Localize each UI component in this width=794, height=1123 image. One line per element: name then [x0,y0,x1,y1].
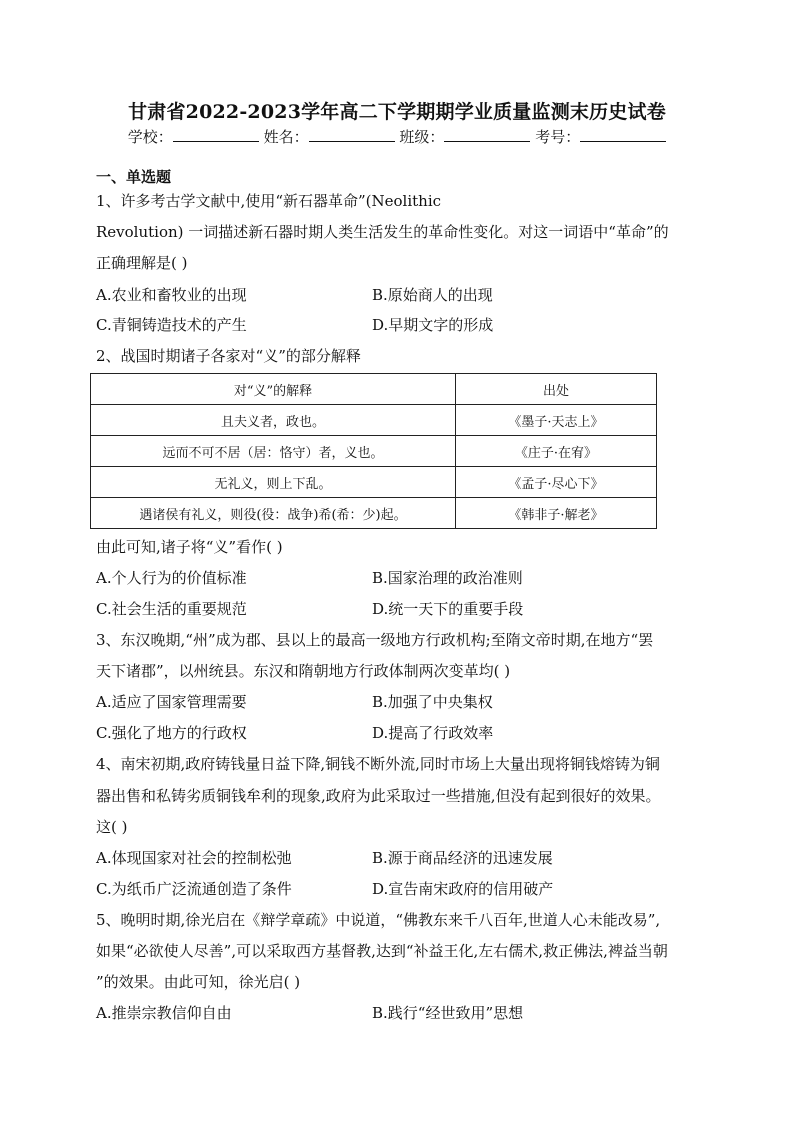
table-header-definition: 对“义”的解释 [91,374,456,405]
q2-option-a[interactable]: A.个人行为的价值标准 [96,569,247,587]
table-row [91,498,657,529]
school-label: 学校： [127,128,173,146]
q1-stem-line2: Revolution) 一词描述新石器时期人类生活发生的革命性变化。对这一词语中“革命”的 [96,223,669,241]
q4-stem-line1: 4、南宋初期,政府铸钱量日益下降,铜钱不断外流,同时市场上大量出现将铜钱熔铸为铜 [96,755,660,773]
q2-option-d[interactable]: D.统一天下的重要手段 [372,600,524,618]
class-label: 班级： [399,128,445,146]
exam-number-label: 考号： [535,128,581,146]
q3-option-d[interactable]: D.提高了行政效率 [372,724,494,742]
table-row [91,405,657,436]
q1-option-d[interactable]: D.早期文字的形成 [372,316,494,334]
name-label: 姓名： [263,128,309,146]
table-row [91,467,657,498]
table-row [91,436,657,467]
table-header-row [91,374,657,405]
q2-stem-line2: 由此可知,诸子将“义”看作( ) [96,538,283,556]
table-cell: 且夫义者，政也。 [91,405,456,436]
q3-option-a[interactable]: A.适应了国家管理需要 [96,693,247,711]
q2-option-b[interactable]: B.国家治理的政治准则 [372,569,523,587]
q3-stem-line1: 3、东汉晚期,“州”成为郡、县以上的最高一级地方行政机构;至隋文帝时期,在地方“罢 [96,631,654,649]
q5-stem-line2: 如果“必欲使人尽善”,可以采取西方基督教,达到“补益王化,左右儒术,救正佛法,裨益当朝 [96,942,668,960]
q4-option-d[interactable]: D.宣告南宋政府的信用破产 [372,880,554,898]
q4-option-a[interactable]: A.体现国家对社会的控制松弛 [96,849,292,867]
section-heading: 一、单选题 [96,168,172,186]
table-cell: 《孟子·尽心下》 [456,467,657,498]
class-blank[interactable] [444,127,530,142]
q1-option-c[interactable]: C.青铜铸造技术的产生 [96,316,247,334]
q4-stem-line3: 这( ) [96,818,128,836]
q5-stem-line1: 5、晚明时期,徐光启在《辩学章疏》中说道，“佛教东来千八百年,世道人心未能改易”, [96,911,661,929]
table-cell: 遇诸侯有礼义，则役(役：战争)希(希：少)起。 [91,498,456,529]
q3-option-b[interactable]: B.加强了中央集权 [372,693,493,711]
table-header-source: 出处 [456,374,657,405]
table-cell: 无礼义，则上下乱。 [91,467,456,498]
school-blank[interactable] [173,127,259,142]
q1-stem-line1: 1、许多考古学文献中,使用“新石器革命”(Neolithic [96,192,442,210]
q3-stem-line2: 天下诸郡”，以州统县。东汉和隋朝地方行政体制两次变革均( ) [96,662,511,680]
q4-option-c[interactable]: C.为纸币广泛流通创造了条件 [96,880,292,898]
student-info-line [0,126,794,147]
q5-stem-line3: ”的效果。由此可知，徐光启( ) [96,973,301,991]
table-cell: 《墨子·天志上》 [456,405,657,436]
yi-definitions-table [90,373,657,529]
exam-title: 甘肃省2022-2023学年高二下学期期学业质量监测末历史试卷 [128,101,666,123]
q3-option-c[interactable]: C.强化了地方的行政权 [96,724,247,742]
table-cell: 《韩非子·解老》 [456,498,657,529]
q1-option-b[interactable]: B.原始商人的出现 [372,286,493,304]
q5-option-b[interactable]: B.践行“经世致用”思想 [372,1004,524,1022]
q1-option-a[interactable]: A.农业和畜牧业的出现 [96,286,247,304]
table-cell: 远而不可不居（居：恪守）者，义也。 [91,436,456,467]
q1-stem-line3: 正确理解是( ) [96,254,188,272]
name-blank[interactable] [309,127,395,142]
q2-stem-line1: 2、战国时期诸子各家对“义”的部分解释 [96,347,361,365]
q5-option-a[interactable]: A.推崇宗教信仰自由 [96,1004,232,1022]
table-cell: 《庄子·在宥》 [456,436,657,467]
q2-option-c[interactable]: C.社会生活的重要规范 [96,600,247,618]
exam-number-blank[interactable] [580,127,666,142]
q4-stem-line2: 器出售和私铸劣质铜钱牟利的现象,政府为此采取过一些措施,但没有起到很好的效果。 [96,787,661,805]
q4-option-b[interactable]: B.源于商品经济的迅速发展 [372,849,553,867]
